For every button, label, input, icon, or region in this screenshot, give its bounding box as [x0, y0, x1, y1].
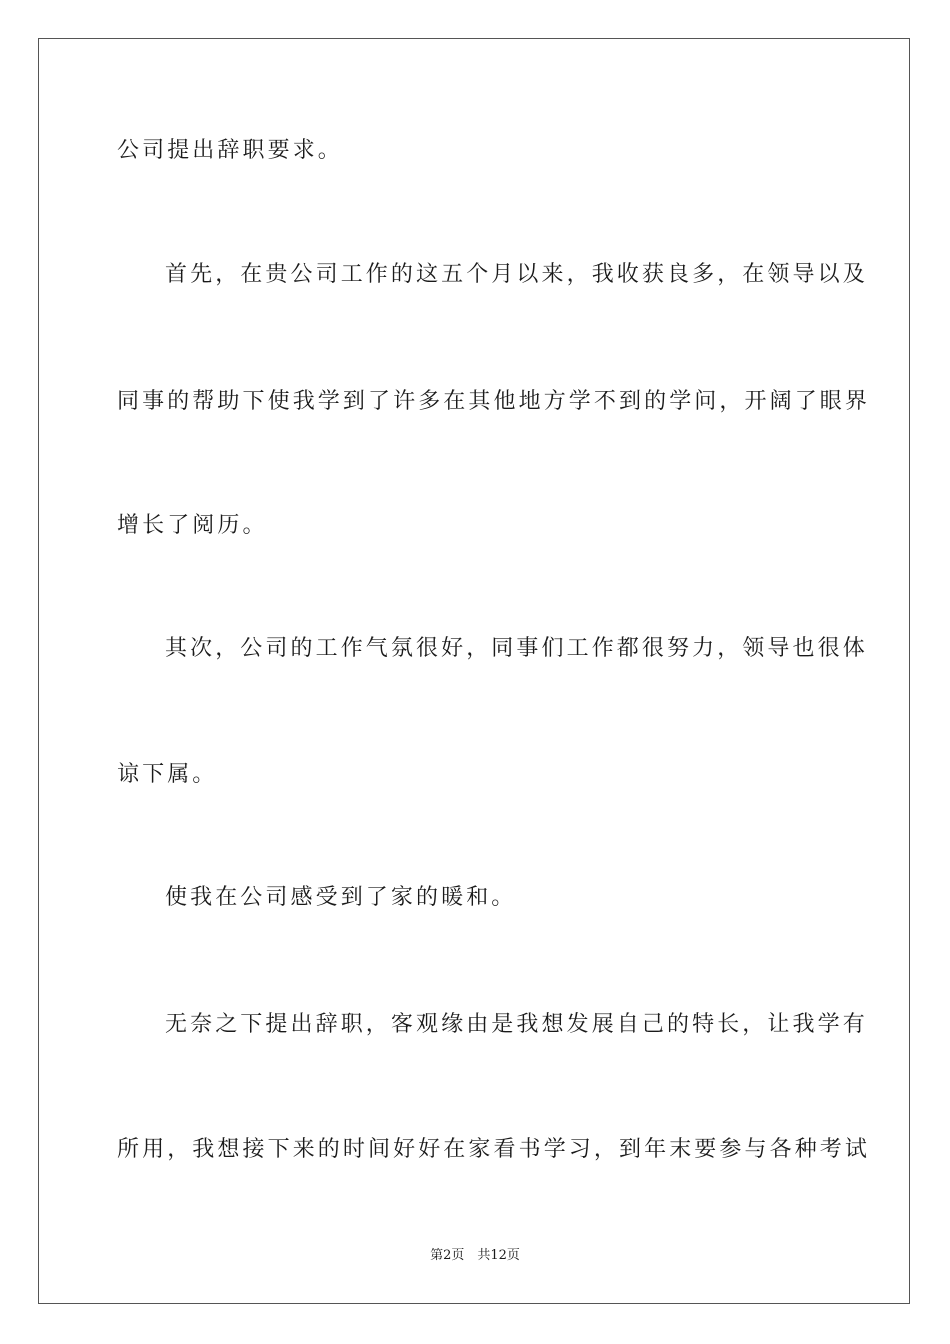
body-line-2: 首先，在贵公司工作的这五个月以来，我收获良多，在领导以及 — [165, 262, 868, 287]
page-frame — [38, 38, 910, 1304]
body-line-3: 同事的帮助下使我学到了许多在其他地方学不到的学问，开阔了眼界 — [117, 389, 871, 414]
body-line-6: 谅下属。 — [117, 762, 218, 787]
body-line-4: 增长了阅历。 — [117, 513, 268, 538]
body-line-8: 无奈之下提出辞职，客观缘由是我想发展自己的特长，让我学有 — [165, 1012, 868, 1037]
body-line-7: 使我在公司感受到了家的暖和。 — [165, 885, 517, 910]
page-number-footer: 第2页 共12页 — [430, 1248, 520, 1263]
body-line-1: 公司提出辞职要求。 — [117, 138, 343, 163]
body-line-9: 所用，我想接下来的时间好好在家看书学习，到年末要参与各种考试 — [117, 1137, 871, 1162]
body-line-5: 其次，公司的工作气氛很好，同事们工作都很努力，领导也很体 — [165, 636, 868, 661]
